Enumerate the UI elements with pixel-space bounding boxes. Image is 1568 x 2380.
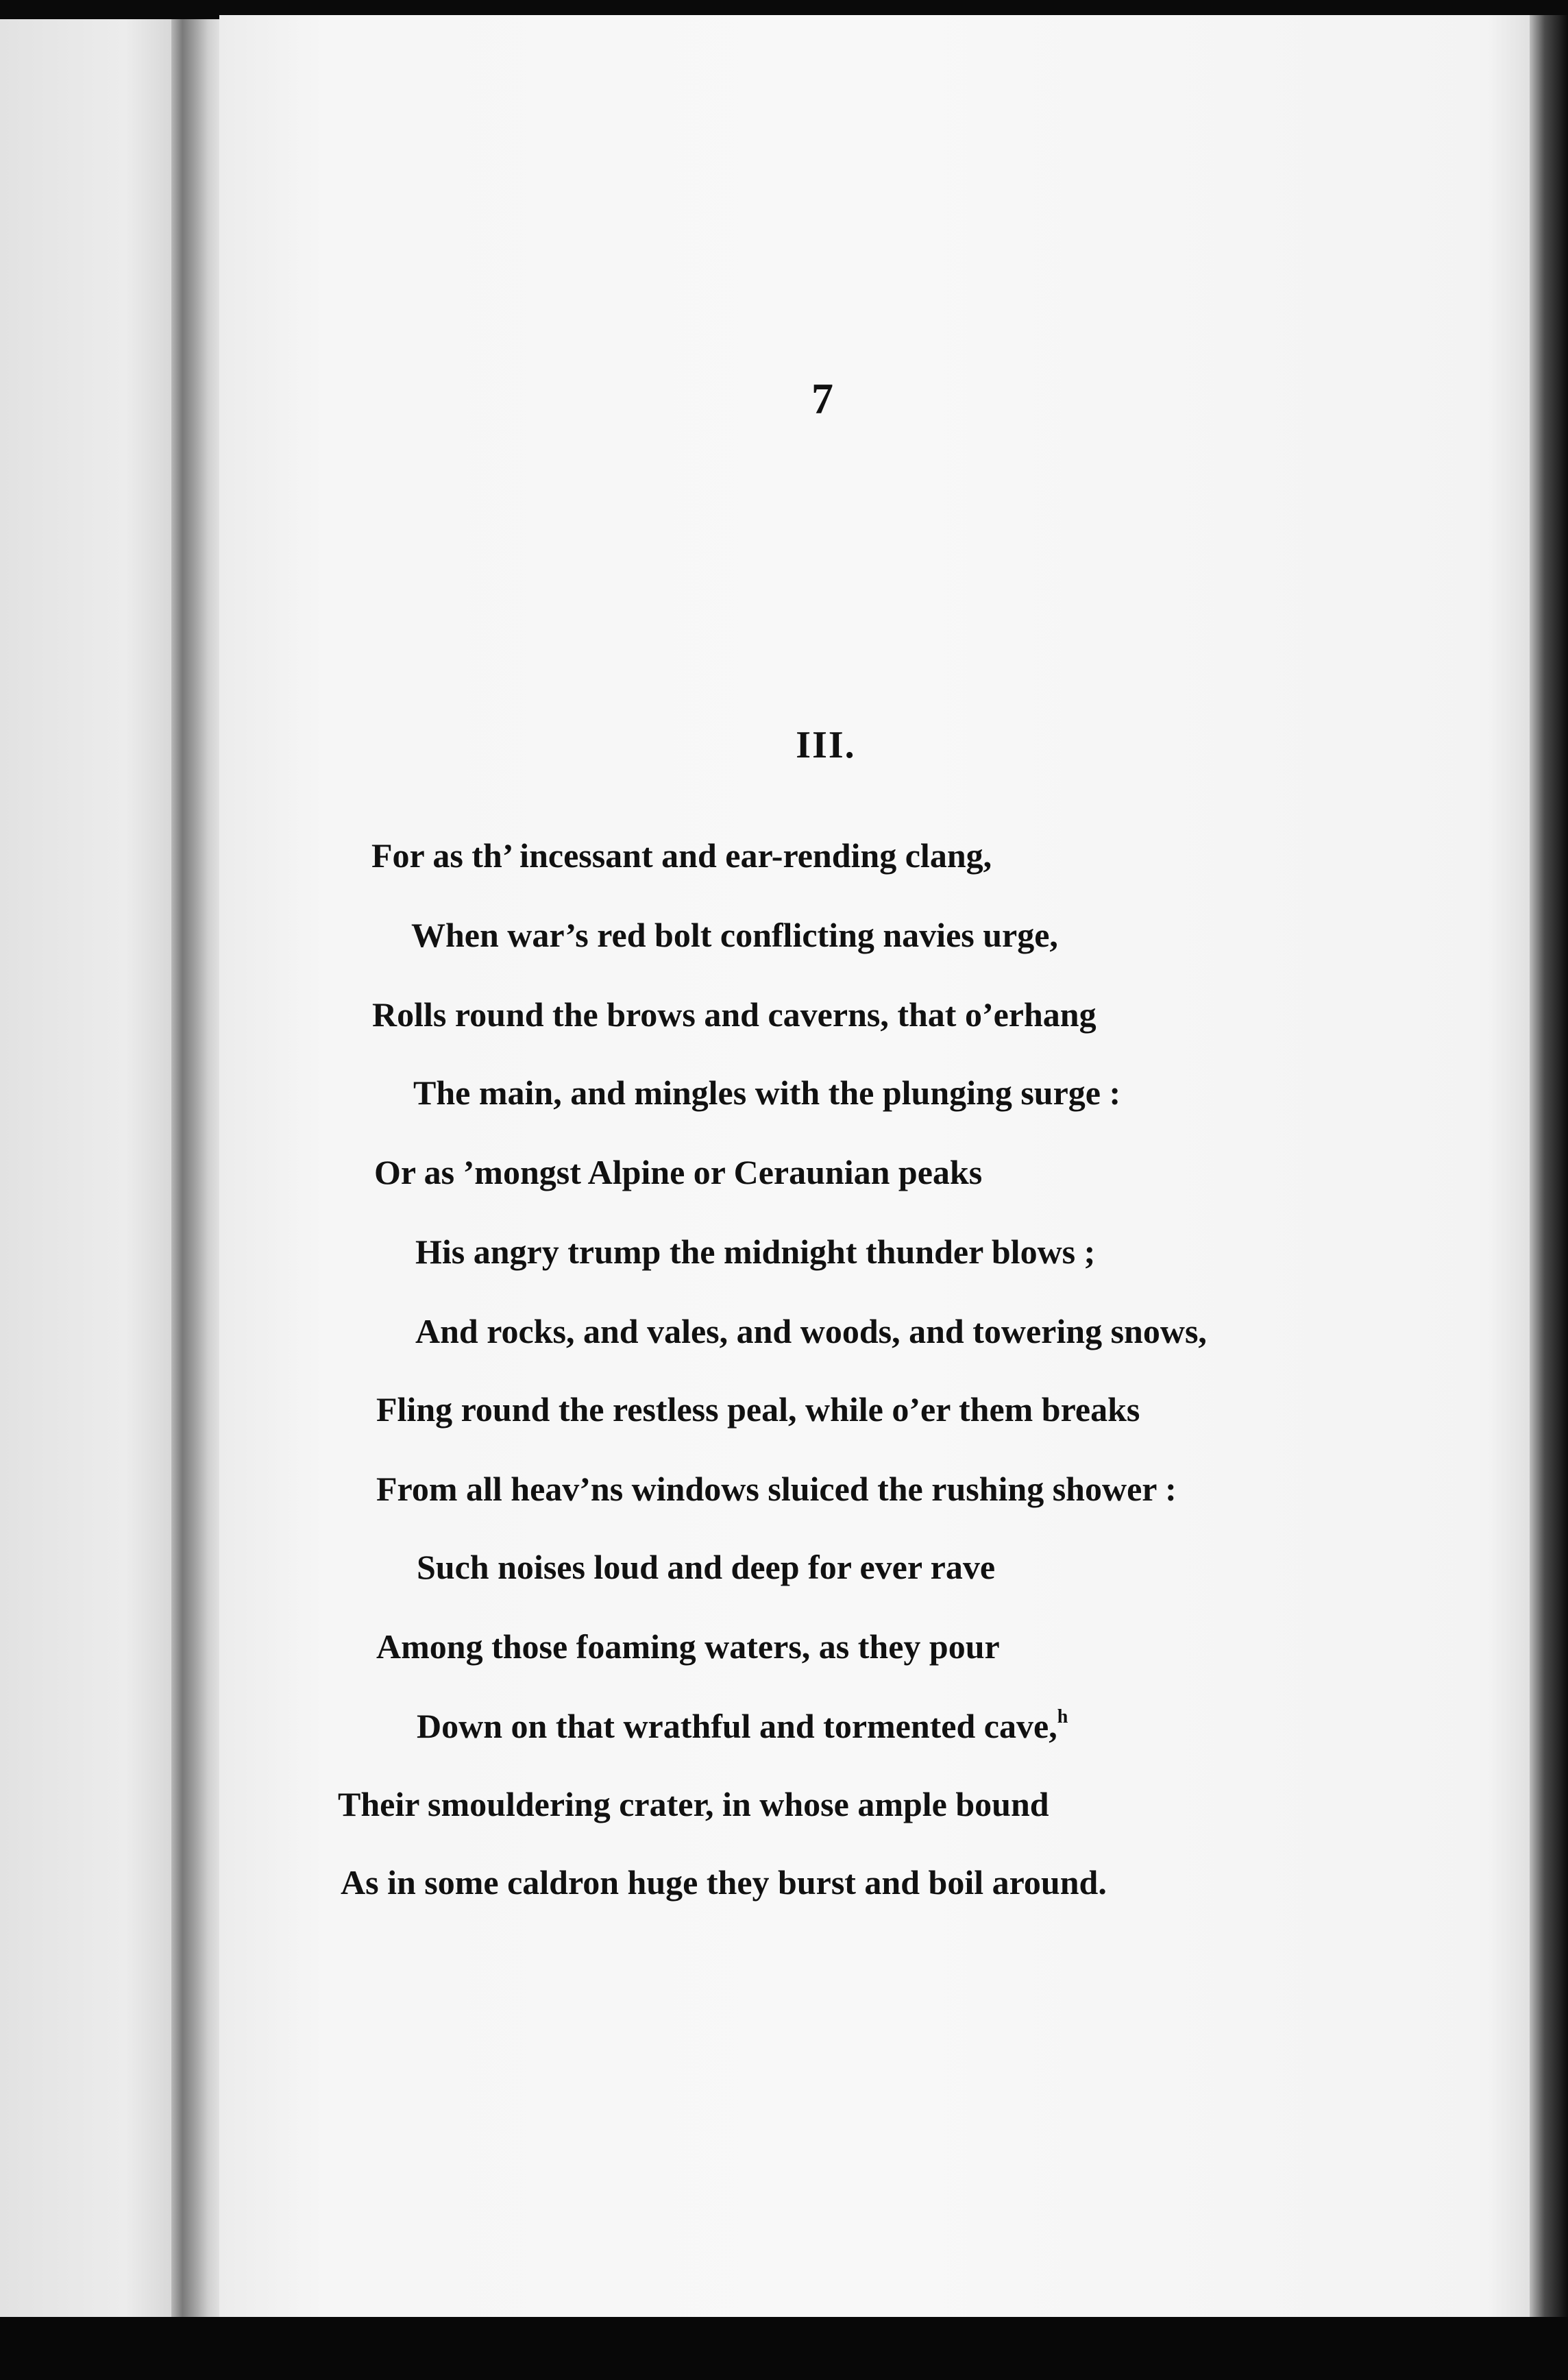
verse-line: Among those foaming waters, as they pour bbox=[376, 1627, 1000, 1666]
verse-line: For as th’ incessant and ear-rending clang, bbox=[371, 836, 992, 875]
verse-line: As in some caldron huge they burst and boil around. bbox=[341, 1863, 1107, 1902]
footnote-marker: h bbox=[1057, 1706, 1068, 1727]
verse-line: Or as ’mongst Alpine or Ceraunian peaks bbox=[374, 1153, 983, 1191]
verse-line: His angry trump the midnight thunder blows ; bbox=[415, 1232, 1096, 1271]
verse-line: The main, and mingles with the plunging surge : bbox=[413, 1073, 1121, 1112]
verse-line: When war’s red bolt conflicting navies urge, bbox=[411, 916, 1058, 954]
verse-line: Their smouldering crater, in whose ample bound bbox=[338, 1785, 1049, 1823]
stanza-heading: III. bbox=[796, 724, 856, 766]
verse-line: Fling round the restless peal, while o’er them breaks bbox=[376, 1390, 1140, 1429]
verse-line: And rocks, and vales, and woods, and towering snows, bbox=[415, 1312, 1207, 1350]
verse-line: From all heav’ns windows sluiced the rushing shower : bbox=[376, 1470, 1177, 1508]
verse-line: Down on that wrathful and tormented cave,$^h$ bbox=[417, 1706, 1068, 1745]
verse-line: Rolls round the brows and caverns, that o’erhang bbox=[372, 995, 1097, 1034]
page-number: 7 bbox=[811, 374, 833, 423]
verse-line: Such noises loud and deep for ever rave bbox=[417, 1548, 996, 1586]
